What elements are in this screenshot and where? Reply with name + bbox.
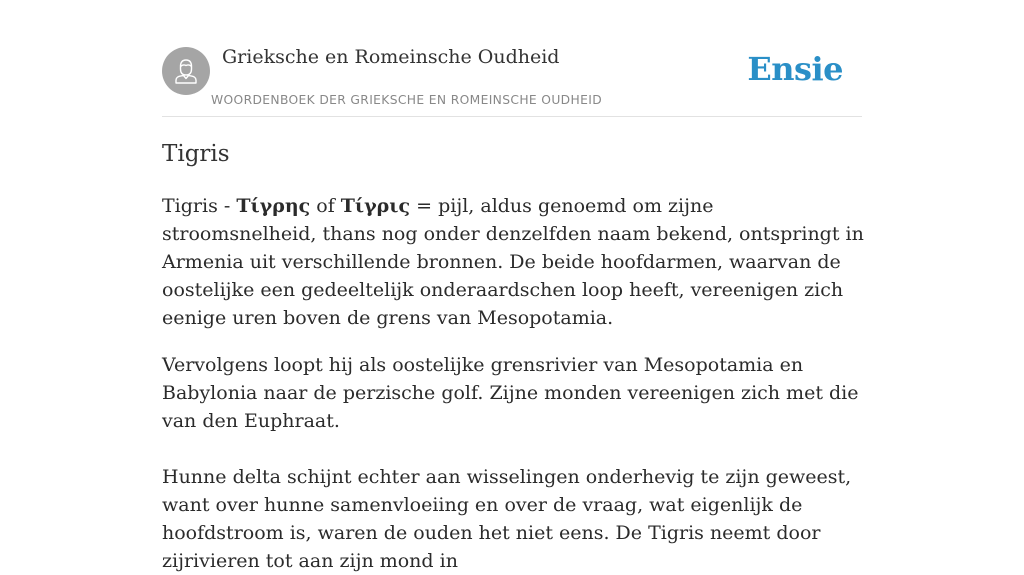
- site-subtitle: WOORDENBOEK DER GRIEKSCHE EN ROMEINSCHE OUDHEID: [211, 93, 603, 107]
- greek-term-2: Τίγρις: [340, 195, 411, 217]
- entry-paragraph-3: Hunne delta schijnt echter aan wisselingen onderhevig te zijn geweest, want over hunne samenvloeiing en over de vraag, wat eigenlijk de hoofdstroom is, waren de ouden het niet eens. De Tigris neemt door zijrivieren tot aan zijn mond in: [162, 466, 852, 572]
- entry-title: Tigris: [162, 141, 230, 167]
- entry-paragraph-2: Vervolgens loopt hij als oostelijke grensrivier van Mesopotamia en Babylonia naar de perzische golf. Zijne monden vereenigen zich met die van den Euphraat.: [162, 354, 859, 432]
- user-icon[interactable]: [162, 47, 210, 95]
- entry-content: [162, 138, 864, 575]
- site-title-link[interactable]: Grieksche en Romeinsche Oudheid: [222, 46, 560, 68]
- entry-paragraph-1: [162, 192, 864, 332]
- site-header: [162, 0, 862, 117]
- ensie-logo[interactable]: Ensie: [747, 50, 843, 88]
- paragraph-lead: Tigris -: [162, 195, 237, 217]
- paragraph-connector: of: [310, 195, 341, 217]
- greek-term-1: Τίγρης: [236, 195, 311, 217]
- paragraph-text: = pijl, aldus genoemd om zijne stroomsnelheid, thans nog onder denzelfden naam bekend, ontspringt in Armenia uit verschillende bronnen. De beide hoofdarmen, waarvan de oostelijke een gedeeltelijk onderaardschen loop heeft, vereenigen zich eenige uren boven de grens van Mesopotamia.: [162, 195, 864, 329]
